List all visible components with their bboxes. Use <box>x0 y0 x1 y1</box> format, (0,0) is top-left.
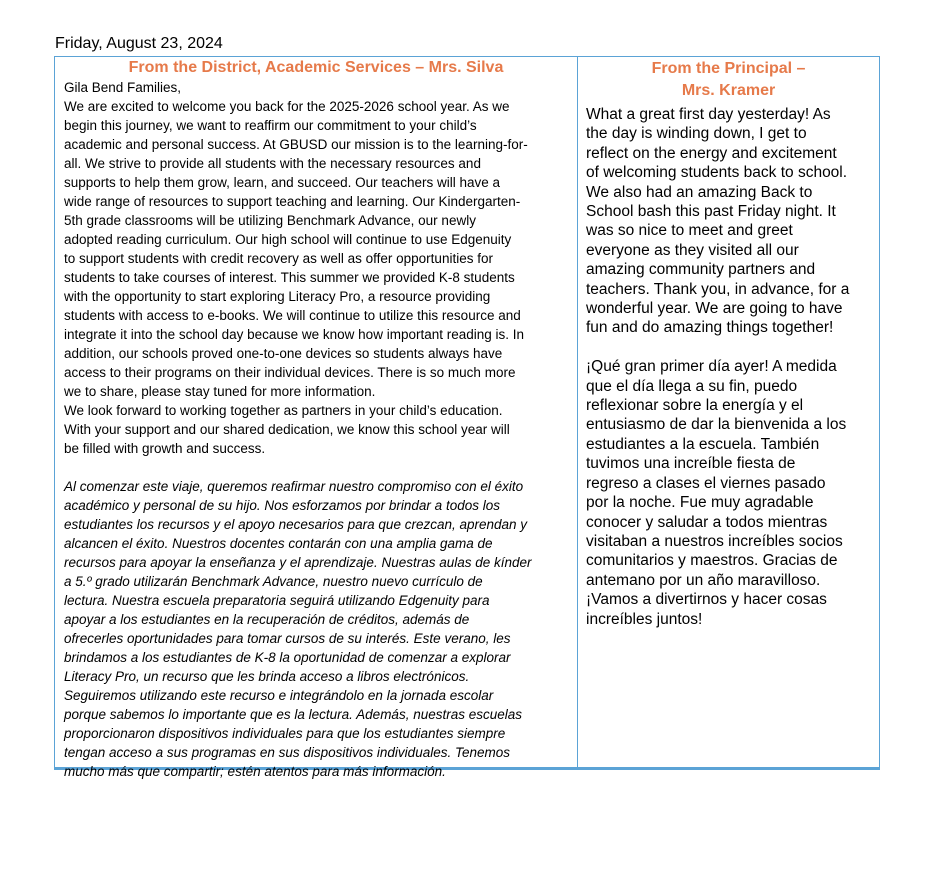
text-line: with the opportunity to start exploring Literacy Pro, a resource providing <box>64 289 491 304</box>
text-line: proporcionaron dispositivos individuales para que los estudiantes siempre <box>64 726 506 741</box>
text-line: teachers. Thank you, in advance, for a <box>586 280 850 298</box>
principal-spanish-text <box>586 357 875 629</box>
text-line: Al comenzar este viaje, queremos reafirmar nuestro compromiso con el éxito <box>64 479 524 494</box>
text-line: supports to help them grow, learn, and succeed. Our teachers will have a <box>64 175 500 190</box>
text-line: estudiantes los recursos y el apoyo necesarios para que crezcan, aprendan y <box>64 517 528 532</box>
text-line: antemano por un año maravilloso. <box>586 571 821 589</box>
text-line: students to take courses of interest. This summer we provided K-8 students <box>64 270 515 285</box>
text-line: integrate it into the school day because we know how important reading is. In <box>64 327 525 342</box>
text-line: lectura. Nuestra escuela preparatoria seguirá utilizando Edgenuity para <box>64 593 490 608</box>
district-english-text <box>64 78 577 458</box>
newsletter-table <box>54 56 880 779</box>
principal-heading <box>586 58 875 102</box>
text-line: we to share, please stay tuned for more information. <box>64 384 376 399</box>
text-line: entusiasmo de dar la bienvenida a los <box>586 416 847 434</box>
text-line: ¡Vamos a divertirnos y hacer cosas <box>586 591 827 609</box>
text-line: estudiantes a la escuela. También <box>586 435 820 453</box>
text-line: addition, our schools proved one-to-one devices so students always have <box>64 346 503 361</box>
text-line: was so nice to meet and greet <box>586 222 793 240</box>
text-line: increíbles juntos! <box>586 610 703 628</box>
text-line: What a great first day yesterday! As <box>586 106 831 123</box>
text-line: academic and personal success. At GBUSD our mission is to the learning-for- <box>64 137 528 152</box>
text-line: the day is winding down, I get to <box>586 125 807 143</box>
paragraph-spacer <box>586 338 875 357</box>
text-line: We also had an amazing Back to <box>586 183 813 201</box>
principal-heading-line1: From the Principal – <box>651 60 806 77</box>
text-line: por la noche. Fue muy agradable <box>586 494 814 512</box>
text-line: conocer y saludar a todos mientras <box>586 513 828 531</box>
text-line: fun and do amazing things together! <box>586 319 834 337</box>
text-line: Literacy Pro, un recurso que les brinda acceso a libros electrónicos. <box>64 669 470 684</box>
text-line: recursos para apoyar la enseñanza y el aprendizaje. Nuestras aulas de kínder <box>64 555 532 570</box>
text-line: to support students with credit recovery as well as offer opportunities for <box>64 251 493 266</box>
text-line: students with access to e-books. We will continue to utilize this resource and <box>64 308 521 323</box>
text-line: tengan acceso a sus programas en sus dispositivos individuales. Tenemos <box>64 745 511 760</box>
text-line: School bash this past Friday night. It <box>586 203 836 221</box>
principal-column <box>578 57 879 767</box>
text-line: Seguiremos utilizando este recurso e integrándolo en la jornada escolar <box>64 688 494 703</box>
paragraph-spacer <box>64 458 577 477</box>
text-line: brindamos a los estudiantes de K-8 la oportunidad de comenzar a explorar <box>64 650 511 665</box>
text-line: be filled with growth and success. <box>64 441 266 456</box>
text-line: wide range of resources to support teaching and learning. Our Kindergarten- <box>64 194 521 209</box>
text-line: visitaban a nuestros increíbles socios <box>586 532 843 550</box>
text-line: begin this journey, we want to reaffirm our commitment to your child’s <box>64 118 477 133</box>
text-line: Gila Bend Families, <box>64 80 182 95</box>
text-line: adopted reading curriculum. Our high school will continue to use Edgenuity <box>64 232 512 247</box>
text-line: a 5.º grado utilizarán Benchmark Advance, nuestro nuevo currículo de <box>64 574 483 589</box>
text-line: tuvimos una increíble fiesta de <box>586 455 796 473</box>
text-line: alcancen el éxito. Nuestros docentes contarán con una amplia gama de <box>64 536 493 551</box>
text-line: With your support and our shared dedication, we know this school year will <box>64 422 510 437</box>
text-line: que el día llega a su fin, puedo <box>586 377 798 395</box>
principal-english-text <box>586 105 875 338</box>
text-line: académico y personal de su hijo. Nos esforzamos por brindar a todos los <box>64 498 500 513</box>
text-line: apoyar a los estudiantes en la recuperación de créditos, además de <box>64 612 470 627</box>
text-line: all. We strive to provide all students with the necessary resources and <box>64 156 481 171</box>
text-line: reflect on the energy and excitement <box>586 144 837 162</box>
principal-body <box>586 105 875 629</box>
principal-heading-line2: Mrs. Kramer <box>681 82 776 99</box>
text-line: porque sabemos lo importante que es la lectura. Además, nuestras escuelas <box>64 707 523 722</box>
text-line: We are excited to welcome you back for the 2025-2026 school year. As we <box>64 99 510 114</box>
text-line: comunitarios y maestros. Gracias de <box>586 552 838 570</box>
text-line: amazing community partners and <box>586 261 816 279</box>
text-line: regreso a clases el viernes pasado <box>586 474 826 492</box>
district-heading: From the District, Academic Services – Mrs. Silva <box>128 59 504 76</box>
text-line: We look forward to working together as partners in your child’s education. <box>64 403 503 418</box>
district-column <box>55 57 578 779</box>
text-line: access to their programs on their individual devices. There is so much more <box>64 365 516 380</box>
text-line: of welcoming students back to school. <box>586 164 848 182</box>
text-line: ¡Qué gran primer día ayer! A medida <box>586 358 837 376</box>
text-line: 5th grade classrooms will be utilizing Benchmark Advance, our newly <box>64 213 476 228</box>
district-body <box>64 78 577 781</box>
district-spanish-text <box>64 477 577 781</box>
newsletter-date: Friday, August 23, 2024 <box>55 35 223 52</box>
text-line: everyone as they visited all our <box>586 241 799 259</box>
text-line: mucho más que compartir; estén atentos para más información. <box>64 764 446 779</box>
text-line: wonderful year. We are going to have <box>586 300 843 318</box>
text-line: ofrecerles oportunidades para tomar cursos de su interés. Este verano, les <box>64 631 511 646</box>
text-line: reflexionar sobre la energía y el <box>586 397 804 415</box>
